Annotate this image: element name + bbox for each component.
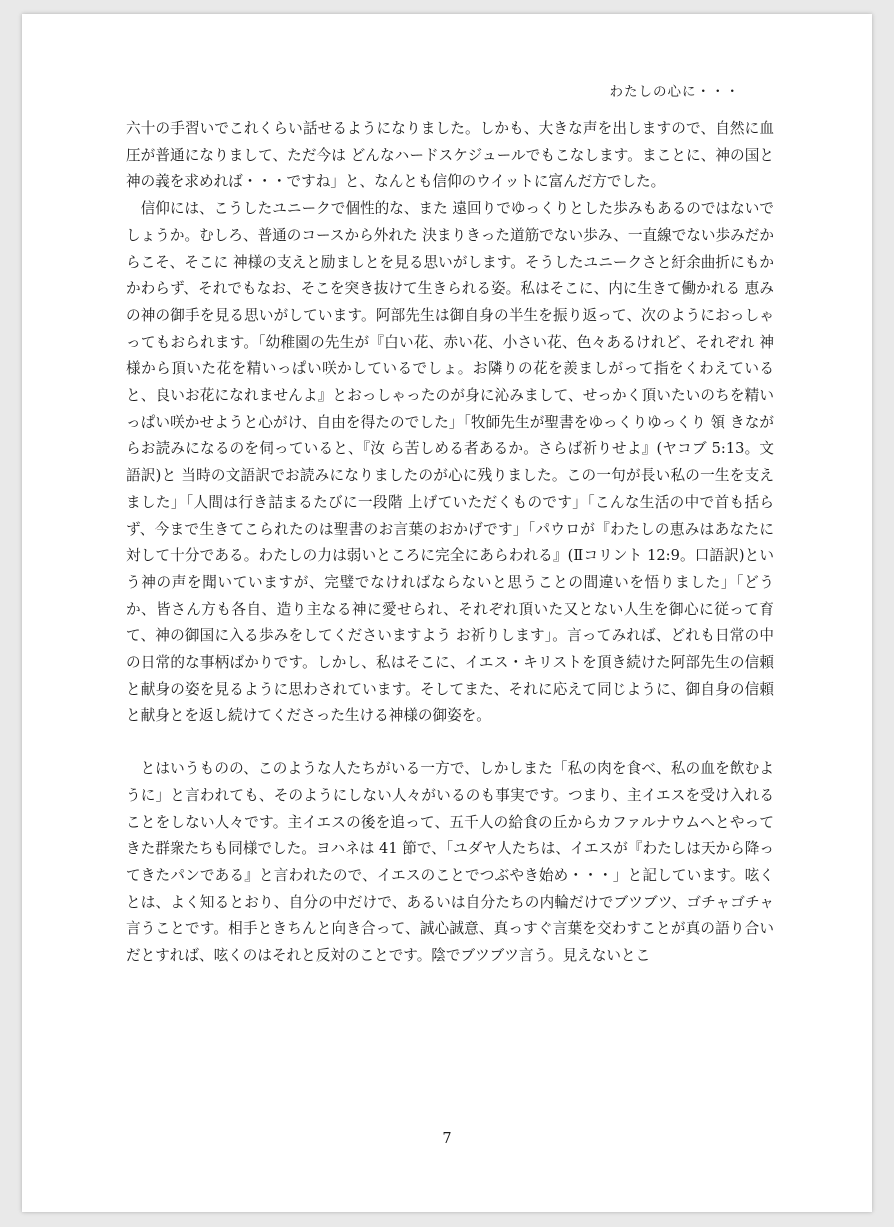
running-header: わたしの心に・・・ bbox=[609, 84, 740, 100]
page-number: 7 bbox=[442, 1131, 452, 1147]
paragraph-3: とはいうものの、このような人たちがいる一方で、しかしまた「私の肉を食べ、私の血を飲むように」と言われても、そのようにしない人々がいるのも事実です。つまり、主イエスを受け入れることをしない人々です。主イエスの後を追って、五千人の給食の丘からカファルナウムへとやってきた群衆たちも同様でした。ヨハネは 41 節で、「ユダヤ人たちは、イエスが『わたしは天から降ってきたパンである』と言われたので、イエスのことでつぶやき始め・・・」と記しています。呟くとは、よく知るとおり、自分の中だけで、あるいは自分たちの内輪だけでブツブツ、ゴチャゴチャ言うことです。相手ときちんと向き合って、誠心誠意、真っすぐ言葉を交わすことが真の語り合いだとすれば、呟くのはそれと反対のことです。陰でブツブツ言う。見えないとこ bbox=[126, 760, 774, 965]
paragraph-2: 信仰には、こうしたユニークで個性的な、また 遠回りでゆっくりとした歩みもあるのではないでしょうか。むしろ、普通のコースから外れた 決まりきった道筋でない歩み、一直線でない歩みだからこそ、そこに 神様の支えと励ましとを見る思いがします。そうしたユニークさと紆余曲折にもかかわらず、それでもなお、そこを突き抜けて生きられる姿。私はそこに、内に生きて働かれる 恵みの神の御手を見る思いがしています。阿部先生は御自身の半生を振り返って、次のようにおっしゃってもおられます。「幼稚園の先生が『白い花、赤い花、小さい花、色々あるけれど、それぞれ 神様から頂いた花を精いっぱい咲かしているでしょ。お隣りの花を羨ましがって指をくわえていると、良いお花になれませんよ』とおっしゃったのが身に沁みまして、せっかく頂いたいのちを精いっぱい咲かせようと心がけ、自由を得たのでした」「牧師先生が聖書をゆっくりゆっくり 領 きながらお読みになるのを伺っていると、『汝 ら苦しめる者あるか。さらば祈りせよ』(ヤコブ 5:13。文語訳)と 当時の文語訳でお読みになりましたのが心に残りました。この一句が長い私の一生を支えました」「人間は行き詰まるたびに一段階 上げていただくものです」「こんな生活の中で首も括らず、今まで生きてこられたのは聖書のお言葉のおかげです」「パウロが『わたしの恵みはあなたに対して十分である。わたしの力は弱いところに完全にあらわれる』(Ⅱコリント 12:9。口語訳)という神の声を聞いていますが、完璧でなければならないと思うことの間違いを悟りました」「どうか、皆さん方も各自、造り主なる神に愛せられ、それぞれ頂いた又とない人生を御心に従って育て、神の御国に入る歩みをしてくださいますよう お祈りします」。言ってみれば、どれも日常の中の日常的な事柄ばかりです。しかし、私はそこに、イエス・キリストを頂き続けた阿部先生の信頼と献身の姿を見るように思わされています。そしてまた、それに応えて同じように、御自身の信頼と献身とを返し続けてくださった生ける神様の御姿を。 bbox=[126, 200, 774, 725]
paragraph-1: 六十の手習いでこれくらい話せるようになりました。しかも、大きな声を出しますので、自然に血圧が普通になりまして、ただ今は どんなハードスケジュールでもこなします。まことに、神の国と神の義を求めれば・・・ですね」と、なんとも信仰のウイットに富んだ方でした。 bbox=[126, 120, 774, 191]
paragraph-gap bbox=[126, 730, 774, 756]
document-page bbox=[22, 14, 872, 1212]
body-text bbox=[126, 116, 774, 970]
